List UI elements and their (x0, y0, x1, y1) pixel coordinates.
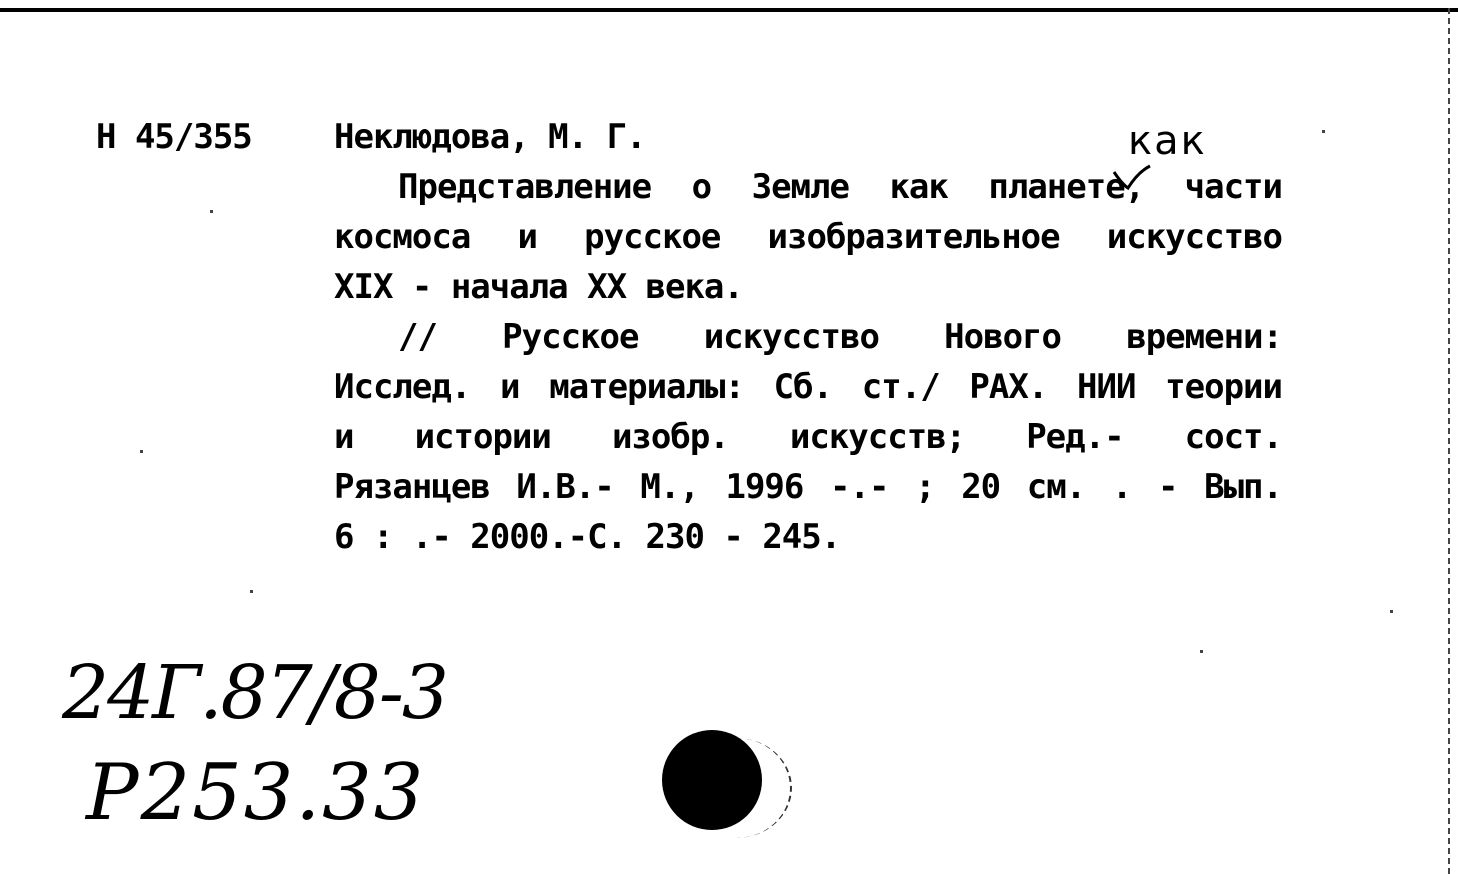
right-border (1448, 8, 1450, 874)
scan-speck (210, 210, 213, 213)
description-line: 6 : .- 2000.-С. 230 - 245. (334, 517, 841, 557)
call-number: Н 45/355 (96, 117, 252, 157)
scan-speck (140, 450, 143, 453)
description-line: и истории изобр. искусств; Ред.- сост. (334, 417, 1282, 457)
handwritten-classification-2: Р253.33 (86, 748, 426, 838)
punch-hole-outline (680, 738, 792, 838)
handwritten-insert: как (1128, 118, 1207, 164)
insertion-caret-icon (1110, 164, 1154, 194)
author-name: Неклюдова, М. Г. (334, 117, 646, 157)
description-line: Представление о Земле как планете, части (398, 167, 1282, 207)
description-line: XIX - начала XX века. (334, 267, 743, 307)
scan-speck (1200, 650, 1203, 653)
bibliographic-description (334, 162, 1282, 562)
description-line: Рязанцев И.В.- М., 1996 -.- ; 20 см. . - Вып. (334, 467, 1282, 507)
top-border (0, 8, 1458, 12)
description-line: // Русское искусство Нового времени: (398, 317, 1282, 357)
scan-speck (1390, 610, 1393, 613)
handwritten-classification-1: 24Г.87/8-3 (62, 650, 447, 736)
description-line: Исслед. и материалы: Сб. ст./ РАХ. НИИ теории (334, 367, 1282, 407)
scan-speck (1322, 130, 1325, 133)
scan-speck (250, 590, 253, 593)
description-line: космоса и русское изобразительное искусство (334, 217, 1282, 257)
